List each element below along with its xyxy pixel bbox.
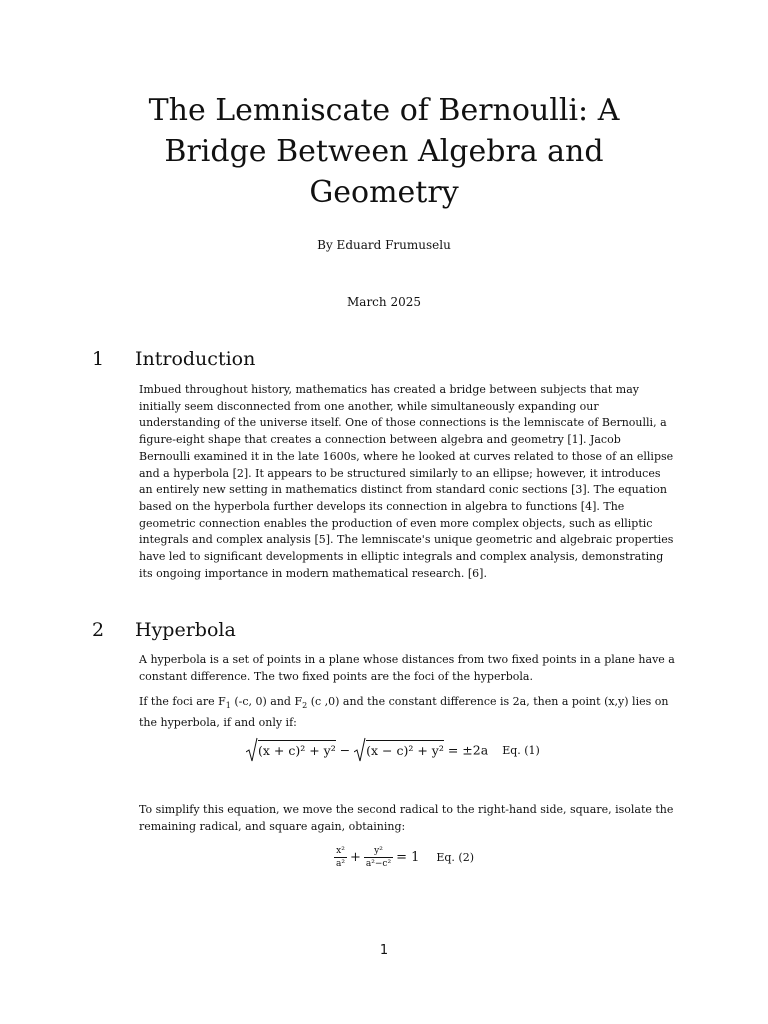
page-number: 1 (379, 943, 389, 958)
paper-title: The Lemniscate of Bernoulli: A Bridge Between Algebra and Geometry (148, 93, 620, 210)
equation-label: Eq. (2) (436, 851, 475, 864)
radical-sign-icon (246, 737, 258, 763)
hyperbola-definition-paragraph: A hyperbola is a set of points in a plane whose distances from two fixed points in a plane have a constant difference. The two fixed points are the foci of the hyperbola. (139, 653, 675, 683)
foci-subscript: 1 (225, 701, 231, 711)
radical-sign-icon (354, 737, 366, 763)
radical-left (246, 737, 336, 763)
author-byline: By Eduard Frumuselu (317, 238, 451, 252)
radicand-right: (x − c)² + y² (366, 740, 444, 758)
foci-text-part: (-c, 0) and F (230, 695, 303, 708)
radicand-left: (x + c)² + y² (258, 740, 336, 758)
publication-date: March 2025 (347, 295, 421, 309)
section-number: 2 (92, 619, 105, 641)
equation-1 (246, 737, 540, 765)
equation-rhs: = 1 (396, 850, 420, 865)
fraction-y (364, 845, 393, 870)
section-number: 1 (92, 348, 105, 370)
foci-text-part: (c ,0) and the constant difference is 2a, then a point (x,y) lies on the hyperbola, if and only if: (139, 695, 669, 729)
foci-text-part: If the foci are F (139, 695, 226, 708)
fraction-numerator: y² (364, 845, 393, 858)
fraction-x (334, 845, 347, 870)
equation-minus: − (335, 742, 355, 758)
fraction-denominator: a² (336, 859, 345, 869)
foci-subscript: 2 (302, 701, 308, 711)
introduction-paragraph: Imbued throughout history, mathematics has created a bridge between subjects that may initially seem disconnected from one another, while simultaneously expanding our understanding of the universe itself. One of those connections is the lemniscate of Bernoulli, a figure-eight shape that creates a connection between algebra and geometry [1]. Jacob Bernoulli examined it in the late 1600s, where he looked at curves related to those of an ellipse and a hyperbola [2]. It appears to be structured similarly to an ellipse; however, it introduces an entirely new setting in mathematics distinct from standard conic sections [3]. The equation based on the hyperbola further develops its connection in algebra to functions [4]. The geometric connection enables the production of even more complex objects, such as elliptic integrals and complex analysis [5]. The lemniscate's unique geometric and algebraic properties have led to significant developments in elliptic integrals and complex analysis, demonstrating its ongoing importance in modern mathematical research. [6]. (139, 383, 674, 580)
section-title: Introduction (135, 348, 256, 370)
fraction-denominator: a²−c² (365, 859, 392, 869)
equation-2 (334, 845, 474, 870)
equation-label: Eq. (1) (502, 743, 540, 757)
equation-plus: + (349, 850, 361, 865)
fraction-numerator: x² (334, 845, 347, 858)
equation-rhs: = ±2a (443, 742, 489, 758)
foci-paragraph (139, 694, 675, 732)
radical-right (354, 737, 444, 763)
simplification-paragraph: To simplify this equation, we move the second radical to the right-hand side, square, isolate the remaining radical, and square again, obtaining: (139, 803, 674, 833)
section-title: Hyperbola (135, 619, 236, 641)
